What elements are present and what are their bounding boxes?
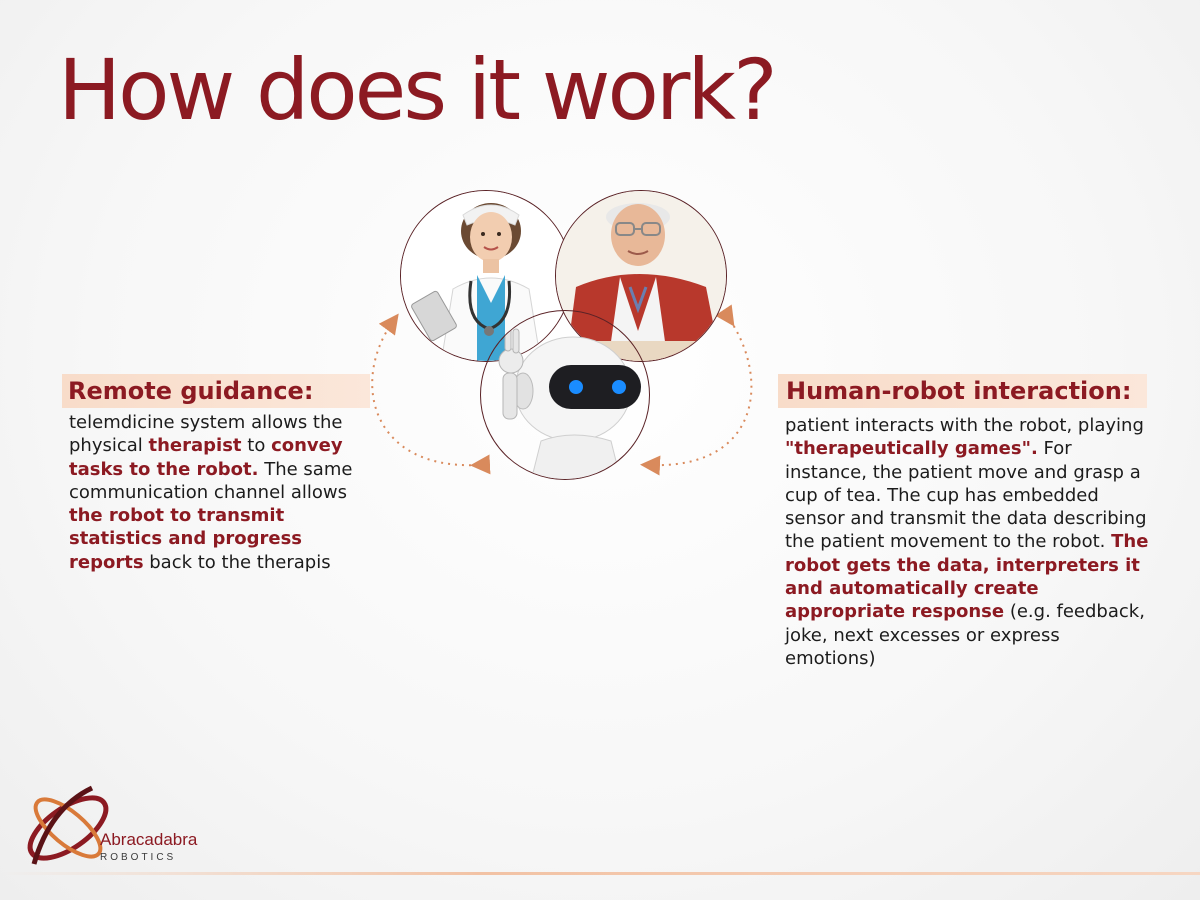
highlighted-text: the robot to transmit statistics and progress reports	[69, 505, 303, 573]
body-text-run: (e.g. feedback, joke, next excesses or express emotions)	[785, 601, 1145, 669]
body-text-run: For instance, the patient move and grasp a cup of tea. The cup has embedded sensor and transmit the data describing the patient movement to the robot.	[785, 438, 1147, 553]
body-text-run: telemdicine system allows the physical	[69, 412, 343, 457]
remote-guidance-heading: Remote guidance:	[62, 374, 370, 408]
remote-guidance-text	[69, 411, 369, 574]
page-title: How does it work?	[58, 41, 775, 139]
body-text-run: The same communication channel allows	[69, 458, 353, 503]
footer-divider	[0, 872, 1200, 875]
human-robot-interaction-heading: Human-robot interaction:	[778, 374, 1147, 408]
highlighted-text: The robot gets the data, interpreters it and automatically create appropriate response	[785, 531, 1149, 623]
body-text-run: patient interacts with the robot, playing	[785, 415, 1144, 436]
body-text-run: back to the therapis	[143, 551, 331, 573]
company-logo	[20, 768, 220, 878]
highlighted-text: "therapeutically games".	[785, 438, 1038, 460]
human-robot-interaction-text	[785, 414, 1155, 670]
robot-circle	[480, 310, 650, 480]
logo-name: Abracadabra	[100, 830, 198, 849]
body-text-run: to	[241, 435, 272, 457]
robot-icon	[481, 311, 650, 480]
highlighted-text: convey tasks to the robot.	[69, 435, 343, 480]
highlighted-text: therapist	[148, 435, 242, 457]
logo-subtitle: ROBOTICS	[100, 852, 177, 863]
interaction-diagram	[360, 180, 760, 490]
